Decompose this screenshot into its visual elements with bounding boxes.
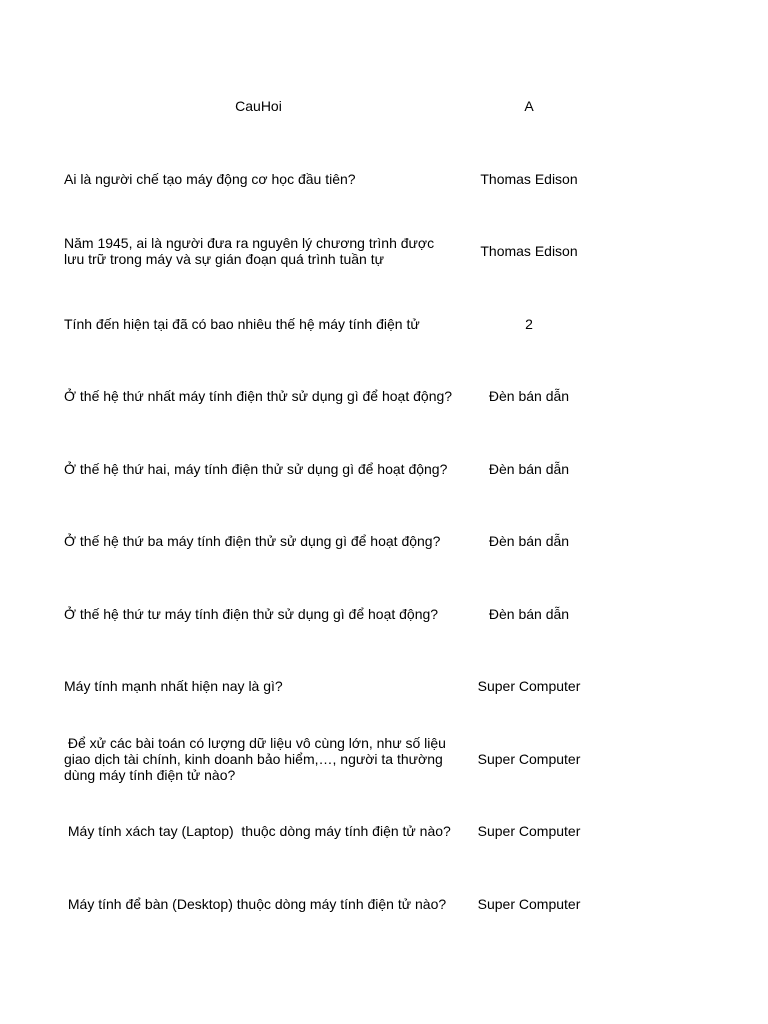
question-text: Tính đến hiện tại đã có bao nhiêu thế hệ máy tính điện tử <box>64 315 420 332</box>
answer-cell <box>459 505 599 578</box>
table-row <box>0 723 768 796</box>
question-text: Máy tính để bàn (Desktop) thuộc dòng máy tính điện tử nào? <box>64 895 447 912</box>
answer-cell <box>459 433 599 506</box>
question-cell <box>64 650 459 723</box>
question-cell <box>64 505 459 578</box>
table-row <box>0 650 768 723</box>
table-row <box>0 795 768 868</box>
question-table <box>0 70 768 940</box>
answer-text: Super Computer <box>477 823 581 840</box>
question-text: Ở thế hệ thứ nhất máy tính điện thử sử dụng gì để hoạt động? <box>64 388 453 405</box>
answer-cell <box>459 723 599 796</box>
question-text: Ai là người chế tạo máy động cơ học đầu tiên? <box>64 170 356 187</box>
header-label-a: A <box>524 98 534 115</box>
answer-text: Super Computer <box>477 678 581 695</box>
answer-cell <box>459 578 599 651</box>
header-cell-a <box>459 70 599 143</box>
question-text: Máy tính xách tay (Laptop) thuộc dòng máy tính điện tử nào? <box>64 823 451 840</box>
answer-text: 2 <box>525 315 533 332</box>
header-label-cauhoi: CauHoi <box>235 98 282 115</box>
answer-text: Đèn bán dẫn <box>488 533 570 550</box>
question-text: Ở thế hệ thứ tư máy tính điện thử sử dụng gì để hoạt động? <box>64 605 439 622</box>
table-row <box>0 578 768 651</box>
table-row <box>0 143 768 216</box>
table-row <box>0 215 768 288</box>
answer-text: Đèn bán dẫn <box>488 460 570 477</box>
answer-cell <box>459 360 599 433</box>
answer-cell <box>459 795 599 868</box>
question-cell <box>64 433 459 506</box>
answer-text: Super Computer <box>477 895 581 912</box>
answer-text: Đèn bán dẫn <box>488 388 570 405</box>
question-cell <box>64 288 459 361</box>
question-cell <box>64 215 459 288</box>
question-text: Ở thế hệ thứ hai, máy tính điện thử sử dụng gì để hoạt động? <box>64 460 448 477</box>
question-cell <box>64 868 459 941</box>
answer-cell <box>459 650 599 723</box>
question-cell <box>64 723 459 796</box>
question-text: Năm 1945, ai là người đưa ra nguyên lý chương trình được lưu trữ trong máy và sự gián đoạn quá trình tuần tự <box>64 235 435 268</box>
answer-text: Thomas Edison <box>480 243 578 260</box>
question-text: Máy tính mạnh nhất hiện nay là gì? <box>64 678 283 695</box>
question-cell <box>64 578 459 651</box>
table-row <box>0 433 768 506</box>
table-row <box>0 505 768 578</box>
answer-text: Thomas Edison <box>480 170 578 187</box>
answer-cell <box>459 215 599 288</box>
answer-cell <box>459 288 599 361</box>
answer-text: Đèn bán dẫn <box>488 605 570 622</box>
header-row <box>0 70 768 143</box>
question-cell <box>64 795 459 868</box>
answer-cell <box>459 868 599 941</box>
header-cell-cauhoi <box>64 70 459 143</box>
answer-text: Super Computer <box>477 750 581 767</box>
question-text: Để xử các bài toán có lượng dữ liệu vô cùng lớn, như số liệu giao dịch tài chính, kinh doanh bảo hiểm,…, người ta thường dùng máy tính điện tử nào? <box>64 734 446 783</box>
question-text: Ở thế hệ thứ ba máy tính điện thử sử dụng gì để hoạt động? <box>64 533 441 550</box>
question-cell <box>64 143 459 216</box>
table-row <box>0 360 768 433</box>
answer-cell <box>459 143 599 216</box>
question-cell <box>64 360 459 433</box>
table-row <box>0 868 768 941</box>
table-row <box>0 288 768 361</box>
